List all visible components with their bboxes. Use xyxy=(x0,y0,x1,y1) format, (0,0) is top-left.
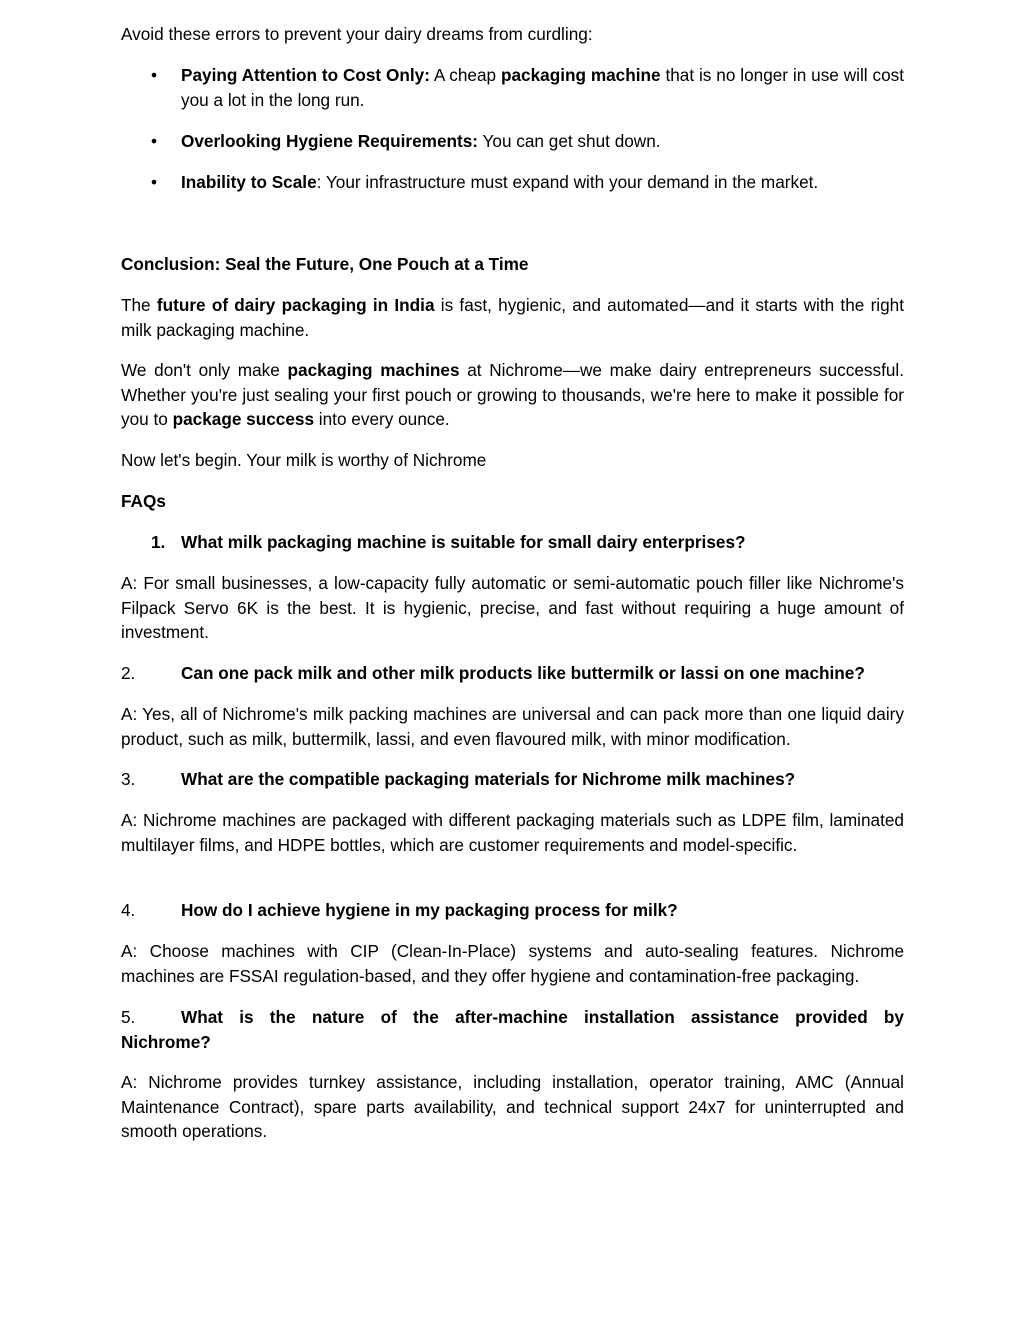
faq-question-text: How do I achieve hygiene in my packaging process for milk? xyxy=(181,900,678,920)
faq-question-text: What are the compatible packaging materials for Nichrome milk machines? xyxy=(181,769,796,789)
faq-answer: A: Nichrome provides turnkey assistance, including installation, operator training, AMC (Annual Maintenance Contract), spare parts availability, and technical support 24x7 for uninterrupted and smooth operations. xyxy=(121,1072,904,1141)
faq-question xyxy=(121,1005,904,1054)
faq-question-text: Can one pack milk and other milk products like buttermilk or lassi on one machine? xyxy=(181,663,865,683)
faq-answer: A: Choose machines with CIP (Clean-In-Place) systems and auto-sealing features. Nichrome machines are FSSAI regulation-based, and they offer hygiene and contamination-free packaging. xyxy=(121,941,904,986)
nichrome-paragraph: We don't only make packaging machines at Nichrome—we make dairy entrepreneurs successful. Whether you're just sealing your first pouch or growing to thousands, we're here to make it possible for you to package success into every ounce. xyxy=(121,360,905,429)
closing-line: Now let's begin. Your milk is worthy of Nichrome xyxy=(121,450,487,470)
faq-number: 3. xyxy=(121,769,136,789)
bullet-text: Inability to Scale: Your infrastructure must expand with your demand in the market. xyxy=(181,172,819,192)
faq-question-text-cont: Nichrome? xyxy=(121,1031,211,1052)
faq-number: 2. xyxy=(121,663,136,683)
bullet-dot: • xyxy=(151,131,158,151)
faqs-heading: FAQs xyxy=(121,491,166,511)
conclusion-paragraph: The future of dairy packaging in India is fast, hygienic, and automated—and it starts with the right milk packaging machine. xyxy=(121,295,904,340)
bullet-bold: Overlooking Hygiene Requirements: xyxy=(181,131,479,151)
bullet-text: Paying Attention to Cost Only: A cheap packaging machine that is no longer in use will cost you a lot in the long run. xyxy=(181,65,904,110)
faq-answer: A: Nichrome machines are packaged with different packaging materials such as LDPE film, laminated multilayer films, and HDPE bottles, which are customer requirements and model-specific. xyxy=(121,810,904,855)
bullet-bold: packaging machine xyxy=(500,65,661,85)
faq-number: 4. xyxy=(121,900,136,920)
bullet-text: Overlooking Hygiene Requirements: You can get shut down. xyxy=(181,131,661,151)
faq-question-text: What milk packaging machine is suitable for small dairy enterprises? xyxy=(181,532,746,552)
conclusion-heading: Conclusion: Seal the Future, One Pouch at a Time xyxy=(121,254,529,274)
faq-question-text: What is the nature of the after-machine installation assistance provided by xyxy=(181,1007,904,1027)
bullet-bold: Paying Attention to Cost Only: xyxy=(181,65,430,85)
faq-answer: A: For small businesses, a low-capacity fully automatic or semi-automatic pouch filler like Nichrome's Filpack Servo 6K is the best. It is hygienic, precise, and fast without requiring a huge amount of investment. xyxy=(121,573,904,642)
bullet-dot: • xyxy=(151,172,158,192)
intro-paragraph: Avoid these errors to prevent your dairy dreams from curdling: xyxy=(121,24,593,44)
faq-number: 5. xyxy=(121,1007,136,1027)
faq-answer: A: Yes, all of Nichrome's milk packing machines are universal and can pack more than one liquid dairy product, such as milk, buttermilk, lassi, and even flavoured milk, with minor modification. xyxy=(121,704,904,749)
bullet-dot: • xyxy=(151,65,158,85)
bullet-bold: Inability to Scale xyxy=(181,172,317,192)
faq-number: 1. xyxy=(151,532,166,552)
